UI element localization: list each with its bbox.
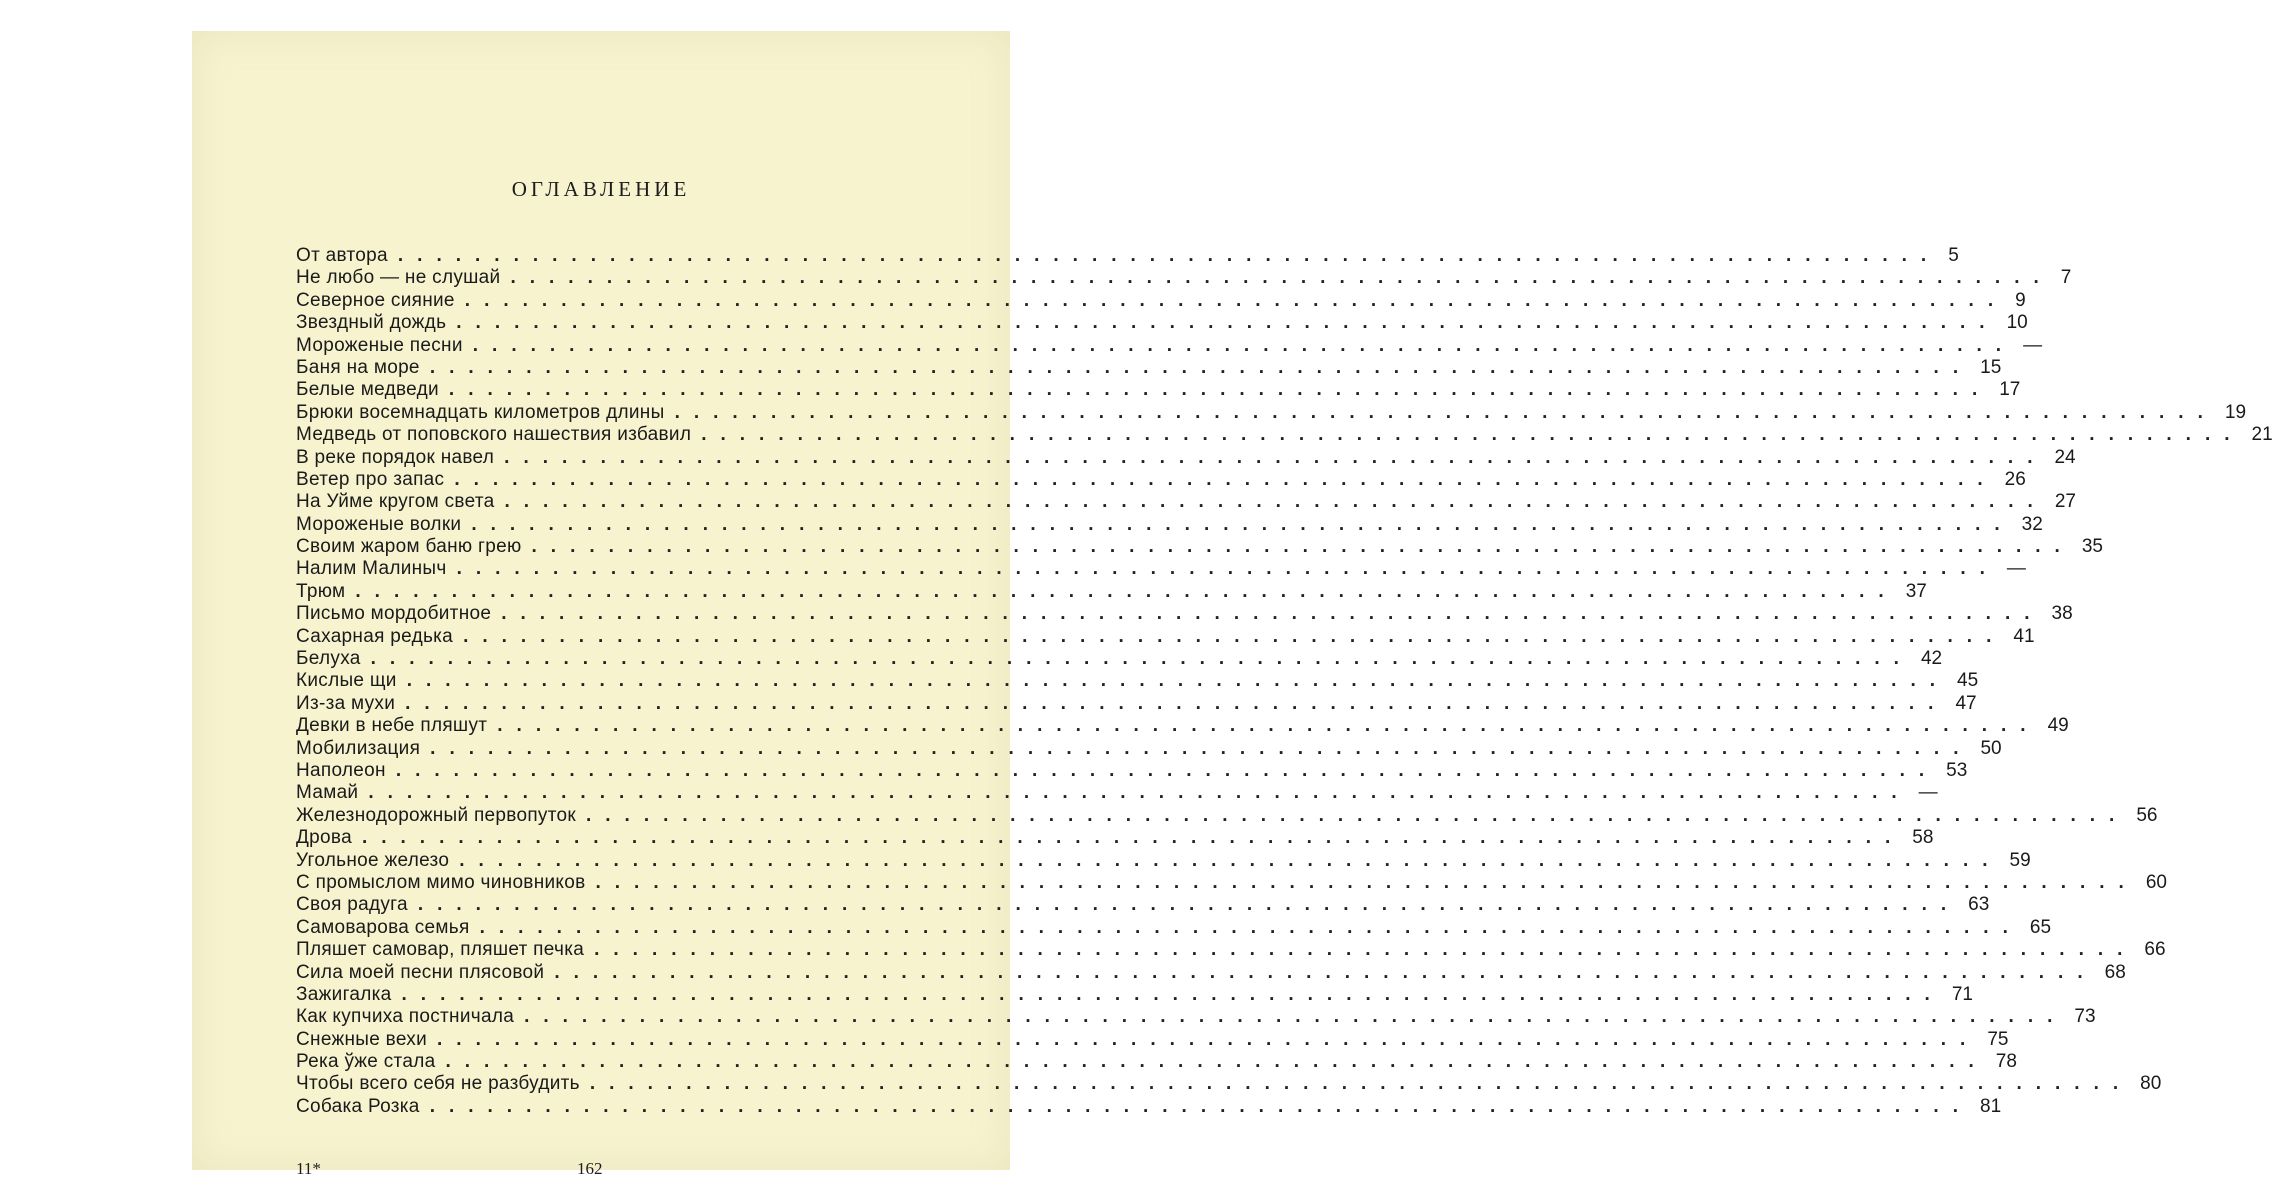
- toc-entry-page: 65: [2029, 916, 2052, 938]
- toc-entry-leader: ................................................................................: [406, 670, 1950, 692]
- page-number: 162: [577, 1159, 603, 1178]
- toc-entry-title: Мобилизация: [296, 737, 421, 759]
- toc-entry-page: 60: [2145, 871, 2167, 893]
- toc-entry-leader: ................................................................................: [701, 424, 2244, 446]
- toc-entry: [296, 1073, 2162, 1095]
- toc-entry: [296, 939, 2166, 961]
- toc-entry-title: Мороженые волки: [296, 513, 462, 535]
- toc-entry-title: Ветер про запас: [296, 468, 445, 490]
- toc-entry-title: Река ўже стала: [296, 1051, 436, 1073]
- toc-entry-page: 7: [2060, 267, 2072, 289]
- toc-entry-page: 58: [1912, 827, 1934, 849]
- toc-entry: [296, 961, 2126, 984]
- toc-entry-page: 45: [1957, 670, 1979, 692]
- toc-entry-leader: ................................................................................: [454, 468, 1997, 490]
- toc-entry: [296, 401, 2247, 424]
- toc-entry-page: —: [2023, 334, 2043, 356]
- toc-entry-title: Баня на море: [296, 356, 420, 378]
- toc-entry-page: 78: [1995, 1051, 2017, 1073]
- toc-entry: [296, 356, 2002, 379]
- toc-entry-page: 38: [2051, 603, 2073, 625]
- toc-entry: [296, 334, 2043, 357]
- toc-entry-page: 5: [1948, 245, 1959, 266]
- toc-entry-title: С промыслом мимо чиновников: [296, 871, 586, 893]
- toc-entry-leader: ................................................................................: [405, 692, 1948, 714]
- toc-entry: [296, 1051, 2017, 1073]
- toc-entry-leader: ................................................................................: [594, 939, 2137, 961]
- toc-entry-title: Письмо мордобитное: [296, 603, 492, 625]
- toc-entry-leader: ................................................................................: [504, 446, 2047, 468]
- toc-entry-title: На Уйме кругом света: [296, 491, 495, 513]
- toc-entry-page: 10: [2006, 312, 2028, 334]
- toc-entry: [296, 625, 2035, 648]
- toc-entry-leader: ................................................................................: [586, 804, 2129, 826]
- toc-entry-leader: ................................................................................: [448, 379, 1992, 401]
- toc-entry-leader: ................................................................................: [464, 289, 2008, 311]
- toc-entry-page: 19: [2224, 401, 2247, 423]
- toc-entry-page: 81: [1980, 1095, 2002, 1117]
- toc-entry: [296, 894, 1990, 916]
- toc-entry: [296, 804, 2158, 827]
- toc-entry: [296, 648, 1943, 670]
- toc-entry-page: 75: [1987, 1028, 2009, 1050]
- toc-entry-title: Трюм: [296, 580, 346, 602]
- toc-entry-page: 24: [2054, 446, 2076, 468]
- toc-entry-title: Своя радуга: [296, 894, 408, 916]
- toc-entry-title: Из-за мухи: [296, 692, 396, 714]
- toc-entry-leader: ................................................................................: [397, 245, 1941, 266]
- toc-entry-title: Собака Розка: [296, 1095, 420, 1117]
- toc-entry: [296, 737, 2002, 760]
- toc-entry: [296, 513, 2043, 536]
- toc-entry-leader: ................................................................................: [479, 916, 2022, 938]
- toc-entry: [296, 245, 1959, 267]
- toc-entry: [296, 580, 1927, 603]
- toc-entry: [296, 1006, 2096, 1028]
- toc-entry-title: Сила моей песни плясовой: [296, 961, 545, 983]
- toc-entry-title: В реке порядок навел: [296, 446, 495, 468]
- toc-entry-leader: ................................................................................: [524, 1006, 2067, 1028]
- toc-entry: [296, 289, 2026, 312]
- toc-entry-title: Белые медведи: [296, 379, 439, 401]
- toc-entry: [296, 715, 2069, 737]
- toc-entry-leader: ................................................................................: [395, 759, 1939, 781]
- toc-entry-leader: ................................................................................: [430, 737, 1973, 759]
- toc-entry-leader: ................................................................................: [417, 894, 1961, 916]
- toc-entry-page: 15: [1980, 356, 2002, 378]
- toc-entry-title: Девки в небе пляшут: [296, 715, 488, 737]
- toc-entry-leader: ................................................................................: [456, 312, 1999, 334]
- toc-entry-leader: ................................................................................: [429, 1095, 1972, 1117]
- toc-entry-title: Пляшет самовар, пляшет печка: [296, 939, 585, 961]
- signature-mark: 11*: [296, 1159, 321, 1178]
- toc-entry-title: Мороженые песни: [296, 334, 463, 356]
- toc-entry: [296, 916, 2052, 939]
- toc-entry-leader: ................................................................................: [471, 513, 2014, 535]
- toc-entry-page: 80: [2140, 1073, 2162, 1095]
- toc-entry-leader: ................................................................................: [472, 334, 2016, 356]
- toc-entry-page: 9: [2015, 289, 2026, 311]
- toc-entry-leader: ................................................................................: [531, 536, 2074, 558]
- toc-entry: [296, 558, 2026, 580]
- toc-entry-title: Чтобы всего себя не разбудить: [296, 1073, 580, 1095]
- toc-entry-leader: ................................................................................: [510, 267, 2053, 289]
- toc-entry-page: 35: [2081, 536, 2103, 558]
- toc-entry: [296, 379, 2021, 401]
- toc-entry: [296, 267, 2072, 289]
- toc-entry-title: Звездный дождь: [296, 312, 447, 334]
- toc-entry-title: Северное сияние: [296, 289, 455, 311]
- toc-entry-title: Самоварова семья: [296, 916, 470, 938]
- toc-entry-leader: ................................................................................: [445, 1051, 1988, 1073]
- toc-entry-page: 71: [1951, 983, 1973, 1005]
- toc-entry: [296, 782, 1938, 804]
- toc-entry: [296, 468, 2026, 491]
- toc-entry-leader: ................................................................................: [463, 625, 2006, 647]
- toc-entry-leader: ................................................................................: [501, 603, 2044, 625]
- toc-entry-title: Снежные вехи: [296, 1028, 428, 1050]
- page-title: ОГЛАВЛЕНИЕ: [511, 177, 691, 201]
- toc-entry-title: Не любо — не слушай: [296, 267, 501, 289]
- toc-entry-leader: ................................................................................: [589, 1073, 2133, 1095]
- toc-entry: [296, 692, 1977, 715]
- toc-entry: [296, 446, 2076, 469]
- toc-entry-title: Наполеон: [296, 759, 386, 781]
- toc-entry-page: —: [2006, 558, 2026, 580]
- toc-entry-title: Железнодорожный первопуток: [296, 804, 576, 826]
- toc-entry-title: Мамай: [296, 782, 359, 804]
- toc-entry-title: Своим жаром баню грею: [296, 536, 522, 558]
- toc-entry-page: 68: [2104, 961, 2126, 983]
- toc-entry-page: 32: [2021, 513, 2043, 535]
- toc-entry-page: 21: [2251, 424, 2273, 446]
- toc-entry: [296, 312, 2028, 334]
- toc-entry-leader: ................................................................................: [429, 356, 1973, 378]
- toc-entry: [296, 849, 2031, 872]
- toc-entry-leader: ................................................................................: [355, 580, 1898, 602]
- toc-entry-page: 50: [1980, 737, 2002, 759]
- toc-entry-title: Белуха: [296, 648, 361, 670]
- toc-entry-title: Зажигалка: [296, 983, 392, 1005]
- toc-entry-page: —: [1918, 782, 1938, 804]
- toc-entry-leader: ................................................................................: [497, 715, 2040, 737]
- toc-entry-page: 17: [1999, 379, 2021, 401]
- toc-entry: [296, 603, 2073, 625]
- toc-entry: [296, 424, 2273, 446]
- toc-entry-title: От автора: [296, 245, 388, 266]
- toc-entry-page: 27: [2054, 491, 2076, 513]
- toc-entry-page: 26: [2004, 468, 2026, 490]
- toc-entry-leader: ................................................................................: [401, 983, 1944, 1005]
- toc-entry-leader: ................................................................................: [456, 558, 1999, 580]
- toc-entry: [296, 670, 1979, 692]
- toc-entry-page: 49: [2047, 715, 2069, 737]
- toc-entry: [296, 536, 2103, 558]
- toc-entry-page: 47: [1955, 692, 1977, 714]
- toc-entry-title: Налим Малиныч: [296, 558, 447, 580]
- toc-entry-leader: ................................................................................: [504, 491, 2047, 513]
- book-page: [192, 31, 2273, 1178]
- toc-entry-leader: ................................................................................: [554, 961, 2097, 983]
- toc-entry-page: 37: [1905, 580, 1927, 602]
- toc-entry-leader: ................................................................................: [674, 401, 2217, 423]
- toc-entry-leader: ................................................................................: [595, 871, 2138, 893]
- toc-entry: [296, 1095, 2002, 1118]
- toc-entry-leader: ................................................................................: [368, 782, 1911, 804]
- toc-entry-page: 42: [1920, 648, 1943, 670]
- toc-entry-leader: ................................................................................: [459, 849, 2002, 871]
- toc-entry-page: 63: [1968, 894, 1990, 916]
- toc-entry-title: Сахарная редька: [296, 625, 454, 647]
- toc-entry: [296, 491, 2076, 513]
- toc-entry-leader: ................................................................................: [361, 827, 1905, 849]
- toc-entry-title: Угольное железо: [296, 849, 450, 871]
- toc-entry: [296, 871, 2167, 894]
- toc-entry-page: 53: [1946, 759, 1968, 781]
- toc-entry-page: 59: [2009, 849, 2031, 871]
- toc-entry-title: Медведь от поповского нашествия избавил: [296, 424, 692, 446]
- toc-entry: [296, 1028, 2009, 1051]
- table-of-contents: [296, 245, 2273, 1118]
- toc-entry-title: Брюки восемнадцать километров длины: [296, 401, 665, 423]
- toc-entry: [296, 983, 1973, 1006]
- toc-entry: [296, 759, 1968, 782]
- toc-entry: [296, 827, 1934, 849]
- toc-entry-title: Кислые щи: [296, 670, 397, 692]
- toc-entry-page: 66: [2144, 939, 2166, 961]
- toc-entry-page: 41: [2013, 625, 2035, 647]
- toc-entry-leader: ................................................................................: [437, 1028, 1980, 1050]
- toc-entry-page: 73: [2074, 1006, 2096, 1028]
- toc-entry-title: Как купчиха постничала: [296, 1006, 515, 1028]
- toc-entry-leader: ................................................................................: [370, 648, 1913, 670]
- toc-entry-page: 56: [2136, 804, 2158, 826]
- toc-entry-title: Дрова: [296, 827, 352, 849]
